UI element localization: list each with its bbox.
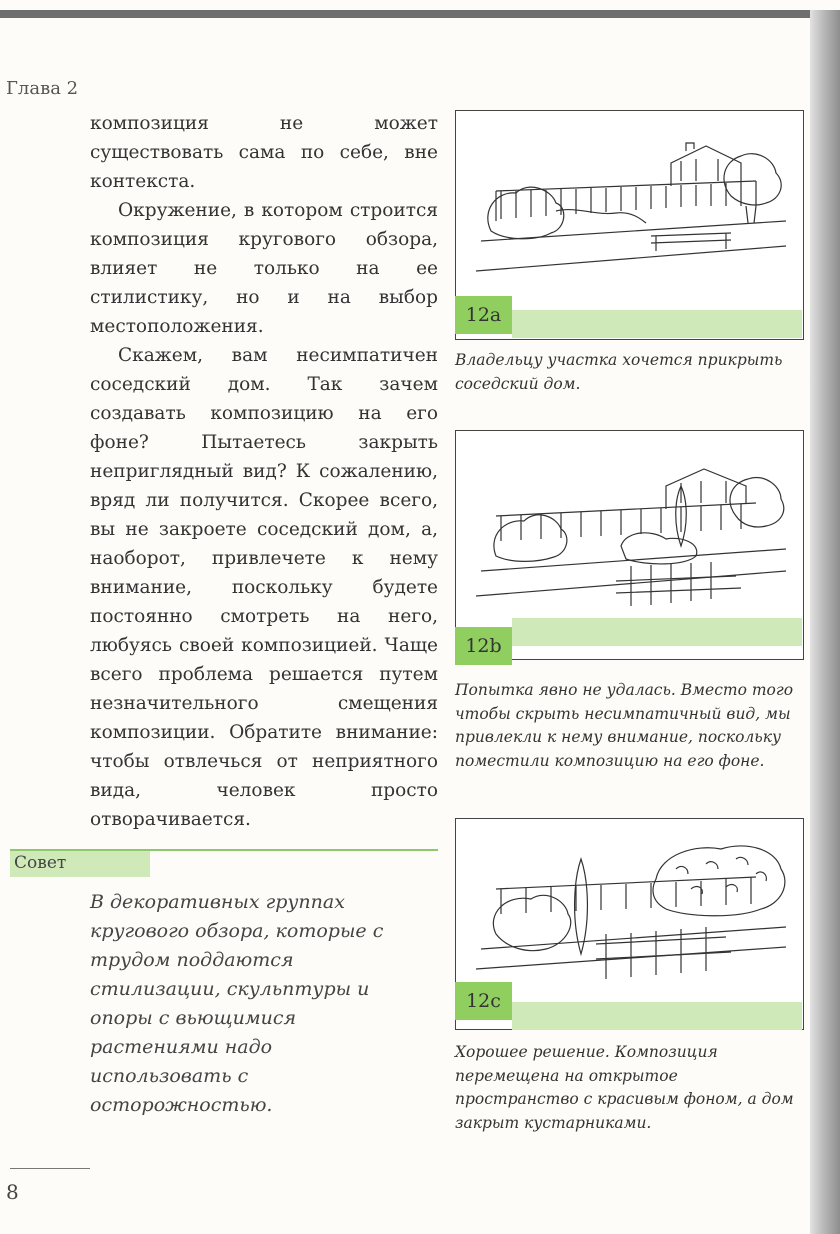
page-number: 8	[6, 1180, 19, 1204]
figure-12a-caption: Владельцу участка хочется прикрыть соседский дом.	[455, 351, 783, 393]
figure-12a-label: 12a	[455, 296, 512, 334]
figure-12a-bar	[512, 310, 802, 338]
page-top-edge	[0, 10, 840, 18]
body-text	[90, 109, 438, 834]
chapter-header: Глава 2	[6, 78, 79, 99]
body-paragraph: Окружение, в котором строится композиция кругового обзора, влияет не только на ее стилистику, но и на выбор местоположения.	[90, 200, 438, 337]
figure-12c-caption: Хорошее решение. Композиция перемещена на открытое пространство с красивым фоном, а дом закрыт кустарниками.	[455, 1043, 794, 1132]
page-binding-shadow	[810, 10, 840, 1234]
tip-label: Совет	[14, 853, 67, 873]
page-number-rule	[10, 1168, 90, 1169]
figure-12b-bar	[512, 618, 802, 646]
figure-12b-label: 12b	[455, 627, 512, 665]
tip-text: В декоративных группах кругового обзора, которые с трудом поддаются стилизации, скульптуры и опоры с вьющимися растениями надо использовать с осторожностью.	[90, 891, 384, 1116]
figure-12c-label: 12c	[455, 982, 512, 1020]
body-paragraph: композиция не может существовать сама по себе, вне контекста.	[90, 113, 438, 192]
figure-12c-bar	[512, 1002, 802, 1030]
body-paragraph: Скажем, вам несимпатичен соседский дом. Так зачем создавать композицию на его фоне? Пытаетесь закрыть неприглядный вид? К сожалению, вряд ли получится. Скорее всего, вы не закроете соседский дом, а, наоборот, привлечете к нему внимание, поскольку будете постоянно смотреть на него, любуясь своей композицией. Чаще всего проблема решается путем незначительного смещения композиции. Обратите внимание: чтобы отвлечься от неприятного вида, человек просто отворачивается.	[90, 345, 438, 830]
figure-12b-caption: Попытка явно не удалась. Вместо того чтобы скрыть несимпатичный вид, мы привлекли к нему внимание, поскольку поместили композицию на его фоне.	[455, 681, 794, 770]
